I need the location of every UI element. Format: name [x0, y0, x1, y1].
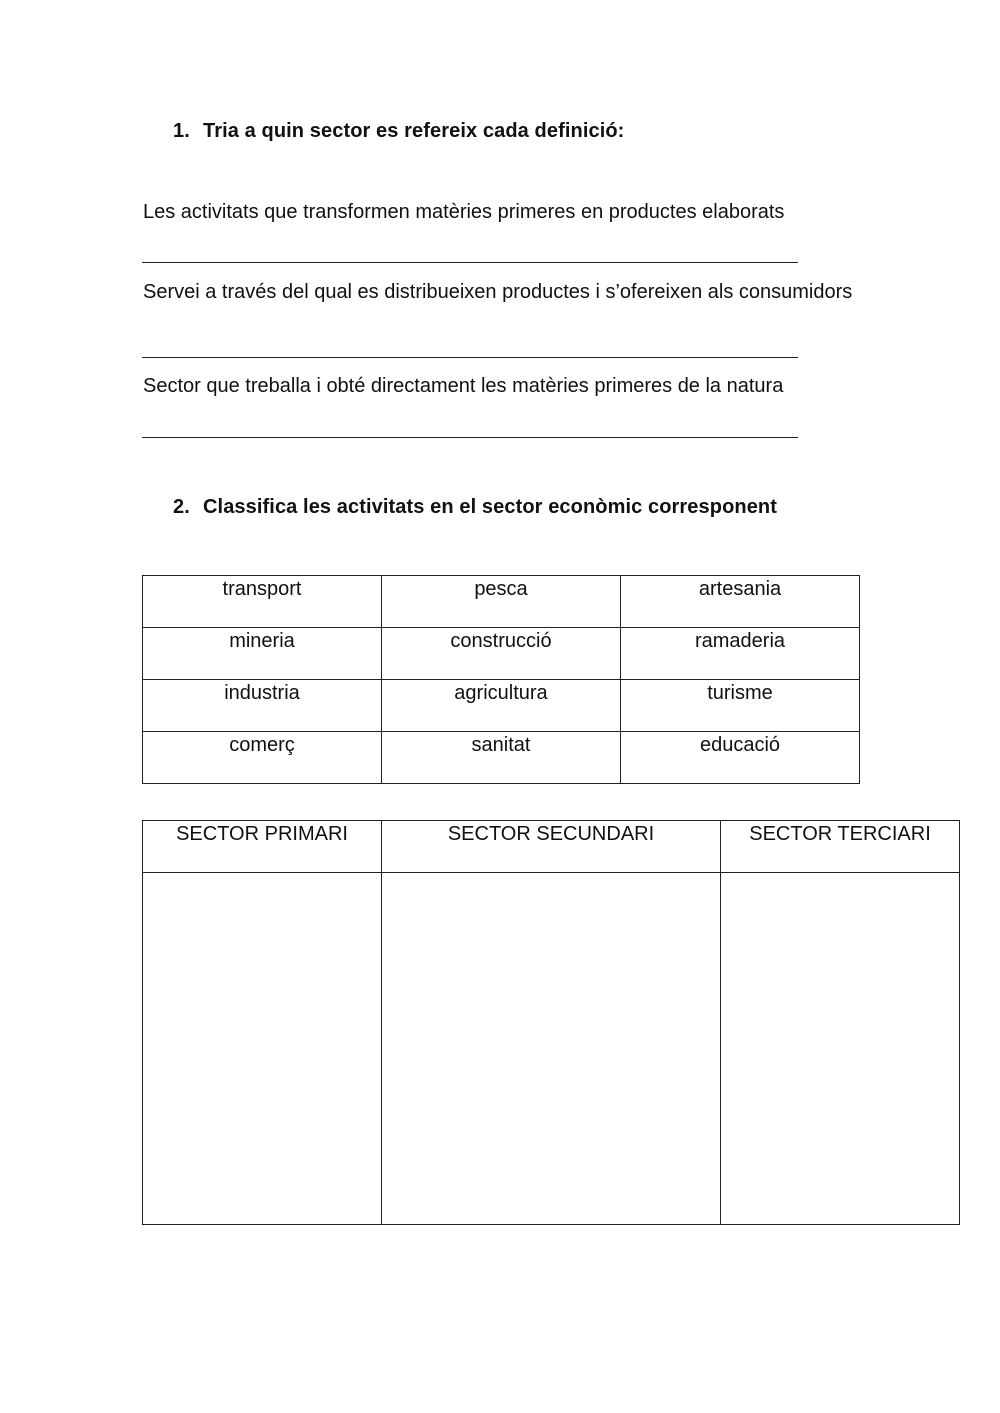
activity-cell[interactable]: construcció [382, 628, 621, 680]
definition-1-answer-line[interactable] [142, 262, 798, 263]
question-1-heading [173, 120, 624, 143]
activity-cell[interactable]: transport [143, 576, 382, 628]
definition-2-text: Servei a través del qual es distribueixen productes i s’ofereixen als consumidors [143, 281, 853, 303]
sector-primari-drop-area[interactable] [143, 873, 382, 1225]
activities-row [143, 628, 860, 680]
activity-cell[interactable]: artesania [621, 576, 860, 628]
activity-cell[interactable]: turisme [621, 680, 860, 732]
activities-table [142, 575, 860, 784]
activity-cell[interactable]: industria [143, 680, 382, 732]
sector-secundari-header: SECTOR SECUNDARI [382, 821, 721, 873]
question-2-number: 2. [173, 496, 190, 518]
activity-cell[interactable]: comerç [143, 732, 382, 784]
sector-secundari-drop-area[interactable] [382, 873, 721, 1225]
question-1-title: Tria a quin sector es refereix cada definició: [203, 120, 625, 142]
question-2-heading [173, 496, 777, 519]
definition-3-text: Sector que treballa i obté directament les matèries primeres de la natura [143, 375, 784, 397]
definition-1-text: Les activitats que transformen matèries primeres en productes elaborats [143, 201, 785, 223]
sector-primari-header: SECTOR PRIMARI [143, 821, 382, 873]
definition-2-answer-line[interactable] [142, 357, 798, 358]
activity-cell[interactable]: mineria [143, 628, 382, 680]
definition-3-answer-line[interactable] [142, 437, 798, 438]
activity-cell[interactable]: pesca [382, 576, 621, 628]
activities-row [143, 680, 860, 732]
sectors-table [142, 820, 960, 1225]
question-1-number: 1. [173, 120, 190, 142]
sector-terciari-drop-area[interactable] [721, 873, 960, 1225]
activity-cell[interactable]: agricultura [382, 680, 621, 732]
activities-row [143, 576, 860, 628]
question-2-title: Classifica les activitats en el sector econòmic corresponent [203, 496, 778, 518]
sectors-header-row [143, 821, 960, 873]
activity-cell[interactable]: educació [621, 732, 860, 784]
activity-cell[interactable]: sanitat [382, 732, 621, 784]
sector-terciari-header: SECTOR TERCIARI [721, 821, 960, 873]
sectors-drop-row [143, 873, 960, 1225]
activities-row [143, 732, 860, 784]
activity-cell[interactable]: ramaderia [621, 628, 860, 680]
